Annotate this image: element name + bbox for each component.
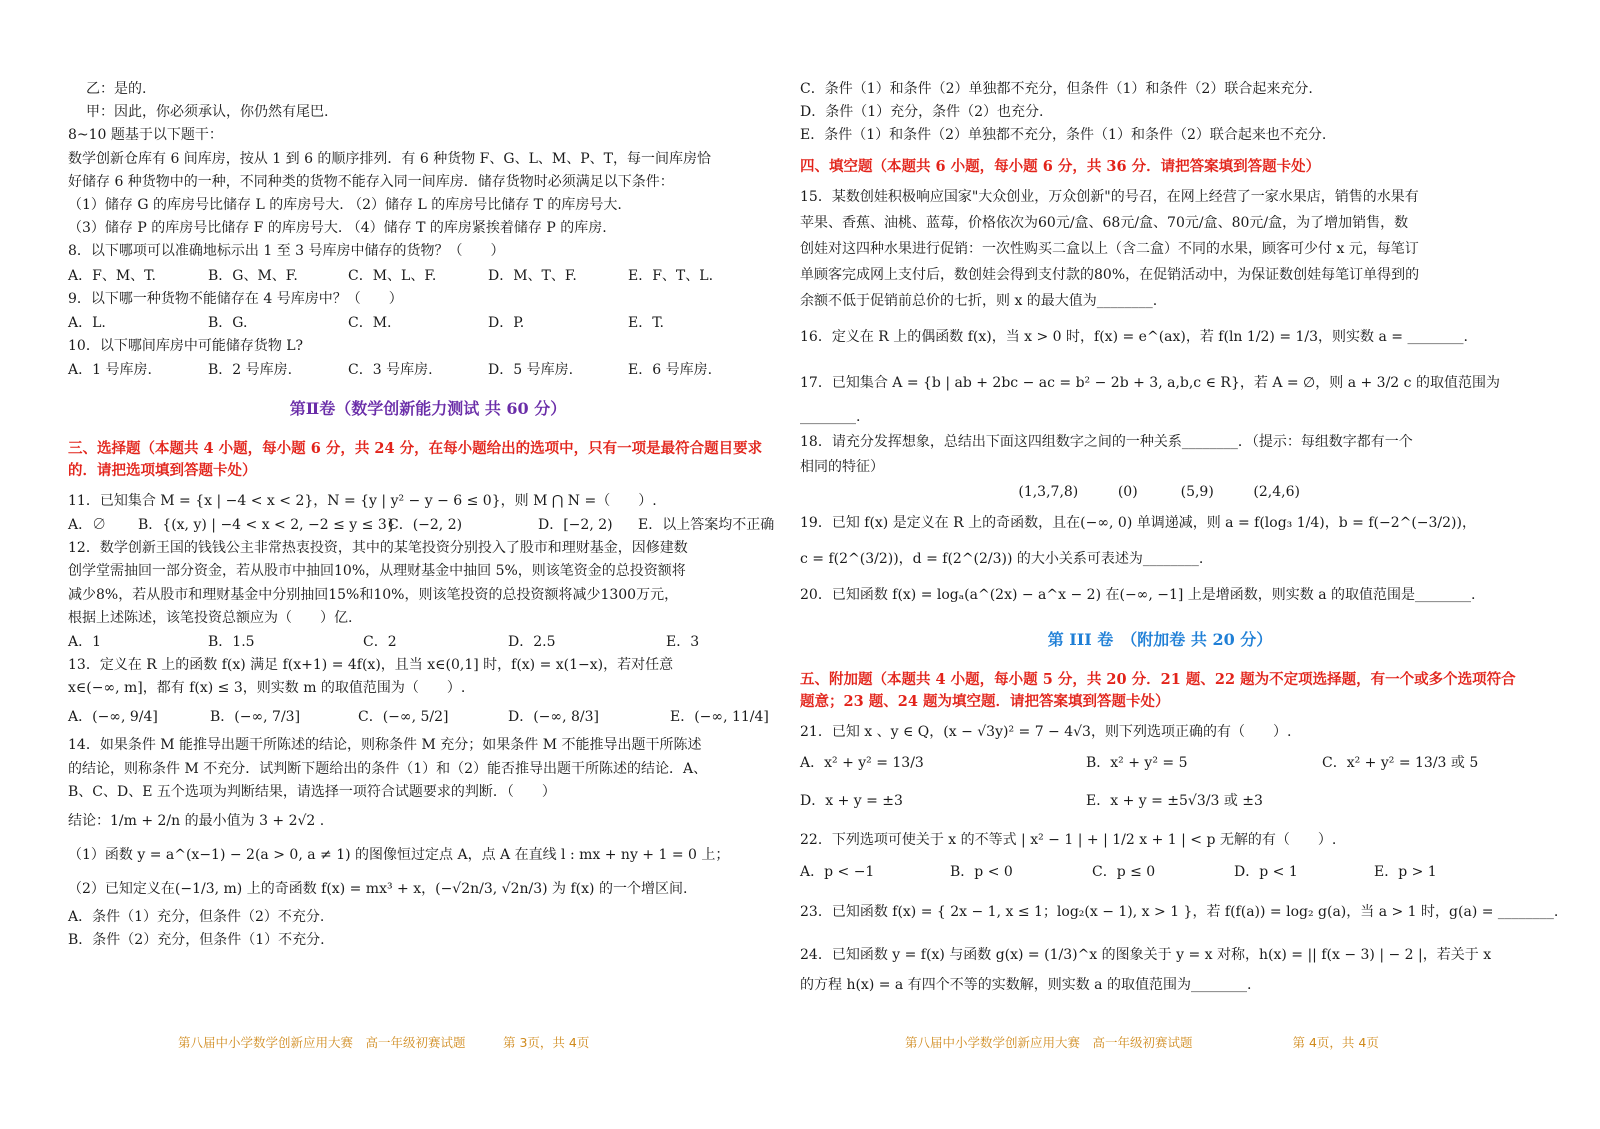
question-14-option: B．条件（2）充分，但条件（1）不充分. xyxy=(68,932,325,949)
option: B．1.5 xyxy=(208,634,255,651)
option: E．6 号库房. xyxy=(628,362,713,379)
option: B．2 号库房. xyxy=(208,362,293,379)
question-13-line: x∈(−∞, m]，都有 f(x) ≤ 3，则实数 m 的取值范围为（ ）. xyxy=(68,680,466,697)
section-4-heading: 四、填空题（本题共 6 小题，每小题 6 分，共 36 分．请把答案填到答题卡处） xyxy=(800,157,1321,175)
question-24-line: 的方程 h(x) = a 有四个不等的实数解，则实数 a 的取值范围为________. xyxy=(800,977,1252,994)
section-5-heading: 五、附加题（本题共 4 小题，每小题 5 分，共 20 分．21 题、22 题为不定项选择题，有一个或多个选项符合题意；23 题、24 题为填空题．请把答案填到答题卡处） xyxy=(800,670,1516,710)
q11-options xyxy=(68,513,788,537)
question-12-line: 12．数学创新王国的钱钱公主非常热衷投资，其中的某笔投资分别投入了股市和理财基金，因修建数 xyxy=(68,540,688,557)
question-12-line: 创学堂需抽回一部分资金，若从股市中抽回10%，从理财基金中抽回 5%，则该笔资金的总投资额将 xyxy=(68,563,686,580)
question-24-line: 24．已知函数 y = f(x) 与函数 g(x) = (1/3)^x 的图象关于 y = x 对称，h(x) = || f(x − 3) | − 2 |，若关于 x xyxy=(800,947,1492,964)
volume-2-heading: 第Ⅱ卷（数学创新能力测试 共 60 分） xyxy=(289,399,567,419)
option: C．2 xyxy=(363,634,397,651)
stem-text: 好储存 6 种货物中的一种，不同种类的货物不能存入同一间库房．储存货物时必须满足以下条件： xyxy=(68,173,674,190)
number-group: (0) xyxy=(1117,483,1138,500)
dialog-line: 乙：是的. xyxy=(86,81,147,97)
question-15-line: 创娃对这四种水果进行促销：一次性购买二盒以上（含二盒）不同的水果，顾客可少付 x 元，每笔订 xyxy=(800,240,1419,257)
question-15-line: 苹果、香蕉、油桃、蓝莓，价格依次为60元/盒、68元/盒、70元/盒、80元/盒，为了增加销售，数 xyxy=(800,214,1409,231)
question-12-line: 减少8%，若从股市和理财基金中分别抽回15%和10%，则该笔投资的总投资额将减少1300万元， xyxy=(68,586,679,603)
option: D．p < 1 xyxy=(1234,864,1298,881)
option: B．x² + y² = 5 xyxy=(1086,755,1188,772)
question-14-line: 的结论，则称条件 M 不充分．试判断下题给出的条件（1）和（2）能否推导出题干所陈述的结论．A、 xyxy=(68,760,708,777)
condition-line: （1）储存 G 的库房号比储存 L 的库房号大. （2）储存 L 的库房号比储存 T 的库房号大. xyxy=(68,197,622,214)
left-page xyxy=(68,78,788,952)
question-14-condition-1: （1）函数 y = a^(x−1) − 2(a > 0, a ≠ 1) 的图像恒过定点 A，点 A 在直线 l : mx + ny + 1 = 0 上； xyxy=(68,847,730,864)
q9-options xyxy=(68,311,788,335)
question-14-conclusion: 结论：1/m + 2/n 的最小值为 3 + 2√2 . xyxy=(68,813,325,830)
question-18-line: 相同的特征） xyxy=(800,458,884,475)
option: C．M. xyxy=(348,314,392,331)
option: E．以上答案均不正确 xyxy=(638,517,775,534)
question-19-line: c = f(2^(3/2))，d = f(2^(2/3)) 的大小关系可表述为________. xyxy=(800,550,1204,567)
option: B．G. xyxy=(208,314,248,331)
q18-groups xyxy=(800,479,1520,505)
number-group: (2,4,6) xyxy=(1253,483,1300,500)
option: A．(−∞, 9/4] xyxy=(68,709,158,726)
question-17-line: 17．已知集合 A = {b | ab + 2bc − ac = b² − 2b + 3, a,b,c ∈ R}，若 A = ∅，则 a + 3/2 c 的取值范围为 xyxy=(800,374,1500,391)
q8-options xyxy=(68,264,788,288)
option: E．F、T、L. xyxy=(628,267,714,284)
option: B．{(x, y) | −4 < x < 2, −2 ≤ y ≤ 3} xyxy=(138,517,396,534)
number-group: (1,3,7,8) xyxy=(1018,483,1079,500)
option: B．(−∞, 7/3] xyxy=(210,709,301,726)
option: E．p > 1 xyxy=(1374,864,1437,881)
q21-options-row-1 xyxy=(800,744,1520,782)
question-14-line: B、C、D、E 五个选项为判断结果，请选择一项符合试题要求的判断．（ ） xyxy=(68,783,556,800)
option: D．5 号库房. xyxy=(488,362,574,379)
option: A．x² + y² = 13/3 xyxy=(800,755,924,772)
stem-intro: 8~10 题基于以下题干： xyxy=(68,127,223,144)
question-17-line: ________. xyxy=(800,408,861,425)
question-15-line: 单顾客完成网上支付后，数创娃会得到支付款的80%，在促销活动中，为保证数创娃每笔订单得到的 xyxy=(800,266,1420,283)
left-footer: 第八届中小学数学创新应用大赛 高一年级初赛试题 第 3页，共 4页 xyxy=(178,1035,590,1050)
question-22: 22．下列选项可使关于 x 的不等式 | x² − 1 | + | 1/2 x + 1 | < p 无解的有（ ）. xyxy=(800,832,1337,849)
option: A．p < −1 xyxy=(800,864,875,881)
q21-options-row-2 xyxy=(800,782,1520,820)
q12-options xyxy=(68,630,788,654)
question-12-line: 根据上述陈述，该笔投资总额应为（ ）亿. xyxy=(68,609,353,626)
option: A．∅ xyxy=(68,517,107,534)
option: C．(−∞, 5/2] xyxy=(358,709,449,726)
question-11: 11．已知集合 M = {x | −4 < x < 2}，N = {y | y² − y − 6 ≤ 0}，则 M ⋂ N =（ ）. xyxy=(68,493,657,510)
question-9: 9．以下哪一种货物不能储存在 4 号库房中？（ ） xyxy=(68,290,403,307)
question-10: 10．以下哪间库房中可能储存货物 L? xyxy=(68,337,304,354)
option: A．L. xyxy=(68,314,106,331)
number-group: (5,9) xyxy=(1180,483,1214,500)
question-19-line: 19．已知 f(x) 是定义在 R 上的奇函数，且在(−∞, 0) 单调递减，则 a = f(log₃ 1/4)，b = f(−2^(−3/2))， xyxy=(800,514,1476,531)
question-14-condition-2: （2）已知定义在(−1/3, m) 上的奇函数 f(x) = mx³ + x，(−√2n/3, √2n/3) 为 f(x) 的一个增区间. xyxy=(68,881,688,898)
option: E．3 xyxy=(666,634,700,651)
question-20: 20．已知函数 f(x) = logₐ(a^(2x) − a^x − 2) 在(−∞, −1] 上是增函数，则实数 a 的取值范围是________. xyxy=(800,586,1476,603)
question-23: 23．已知函数 f(x) = { 2x − 1, x ≤ 1；log₂(x − 1), x > 1 }，若 f(f(a)) = log₂ g(a)，当 a > 1 时，g(a) = ________. xyxy=(800,904,1559,921)
question-16: 16．定义在 R 上的偶函数 f(x)，当 x > 0 时，f(x) = e^(ax)，若 f(ln 1/2) = 1/3，则实数 a = ________. xyxy=(800,328,1468,345)
question-15-line: 15．某数创娃积极响应国家"大众创业，万众创新"的号召，在网上经营了一家水果店，销售的水果有 xyxy=(800,188,1419,205)
option: C．x² + y² = 13/3 或 5 xyxy=(1322,755,1479,772)
option: D．M、T、F. xyxy=(488,267,577,284)
q10-options xyxy=(68,358,788,382)
question-14-option: E．条件（1）和条件（2）单独都不充分，条件（1）和条件（2）联合起来也不充分. xyxy=(800,127,1327,144)
section-3-heading: 三、选择题（本题共 4 小题，每小题 6 分，共 24 分，在每小题给出的选项中，只有一项是最符合题目要求的．请把选项填到答题卡处） xyxy=(68,440,763,480)
option: A．F、M、T. xyxy=(68,267,156,284)
question-14-line: 14．如果条件 M 能推导出题干所陈述的结论，则称条件 M 充分；如果条件 M 不能推导出题干所陈述 xyxy=(68,737,702,754)
option: D．2.5 xyxy=(508,634,556,651)
dialog-line: 甲：因此，你必须承认，你仍然有尾巴. xyxy=(86,104,329,121)
question-14-option: C．条件（1）和条件（2）单独都不充分，但条件（1）和条件（2）联合起来充分. xyxy=(800,81,1313,97)
question-14-option: A．条件（1）充分，但条件（2）不充分. xyxy=(68,909,325,926)
option: D．x + y = ±3 xyxy=(800,793,903,810)
option: D．[−2, 2) xyxy=(538,517,613,534)
condition-line: （3）储存 P 的库房号比储存 F 的库房号大. （4）储存 T 的库房紧挨着储存 P 的库房. xyxy=(68,220,607,237)
q13-options xyxy=(68,700,788,734)
question-13-line: 13．定义在 R 上的函数 f(x) 满足 f(x+1) = 4f(x)，且当 x∈(0,1] 时，f(x) = x(1−x)，若对任意 xyxy=(68,657,674,674)
option: B．p < 0 xyxy=(950,864,1013,881)
question-8: 8．以下哪项可以准确地标示出 1 至 3 号库房中储存的货物？（ ） xyxy=(68,243,505,260)
question-18-line: 18．请充分发挥想象，总结出下面这四组数字之间的一种关系________．（提示：每组数字都有一个 xyxy=(800,433,1413,450)
question-15-line: 余额不低于促销前总价的七折，则 x 的最大值为________. xyxy=(800,292,1158,309)
option: E．x + y = ±5√3/3 或 ±3 xyxy=(1086,793,1263,810)
option: C．M、L、F. xyxy=(348,267,437,284)
option: B．G、M、F. xyxy=(208,267,298,284)
option: C．p ≤ 0 xyxy=(1092,864,1156,881)
right-page xyxy=(800,78,1559,1000)
question-21: 21．已知 x 、y ∈ Q，(x − √3y)² = 7 − 4√3，则下列选项正确的有（ ）. xyxy=(800,723,1292,740)
option: D．P. xyxy=(488,314,525,331)
q22-options xyxy=(800,860,1520,884)
option: D．(−∞, 8/3] xyxy=(508,709,599,726)
volume-3-heading: 第 III 卷 （附加卷 共 20 分） xyxy=(1047,629,1273,649)
option: E．T. xyxy=(628,314,664,331)
option: A．1 xyxy=(68,634,102,651)
option: A．1 号库房. xyxy=(68,362,152,379)
option: E．(−∞, 11/4] xyxy=(670,709,769,726)
right-footer: 第八届中小学数学创新应用大赛 高一年级初赛试题 第 4页，共 4页 xyxy=(905,1035,1379,1050)
question-14-option: D．条件（1）充分，条件（2）也充分. xyxy=(800,104,1044,121)
option: C．3 号库房. xyxy=(348,362,433,379)
option: C．(−2, 2) xyxy=(388,517,463,534)
stem-text: 数学创新仓库有 6 间库房，按从 1 到 6 的顺序排列．有 6 种货物 F、G、L、M、P、T，每一间库房恰 xyxy=(68,150,711,167)
